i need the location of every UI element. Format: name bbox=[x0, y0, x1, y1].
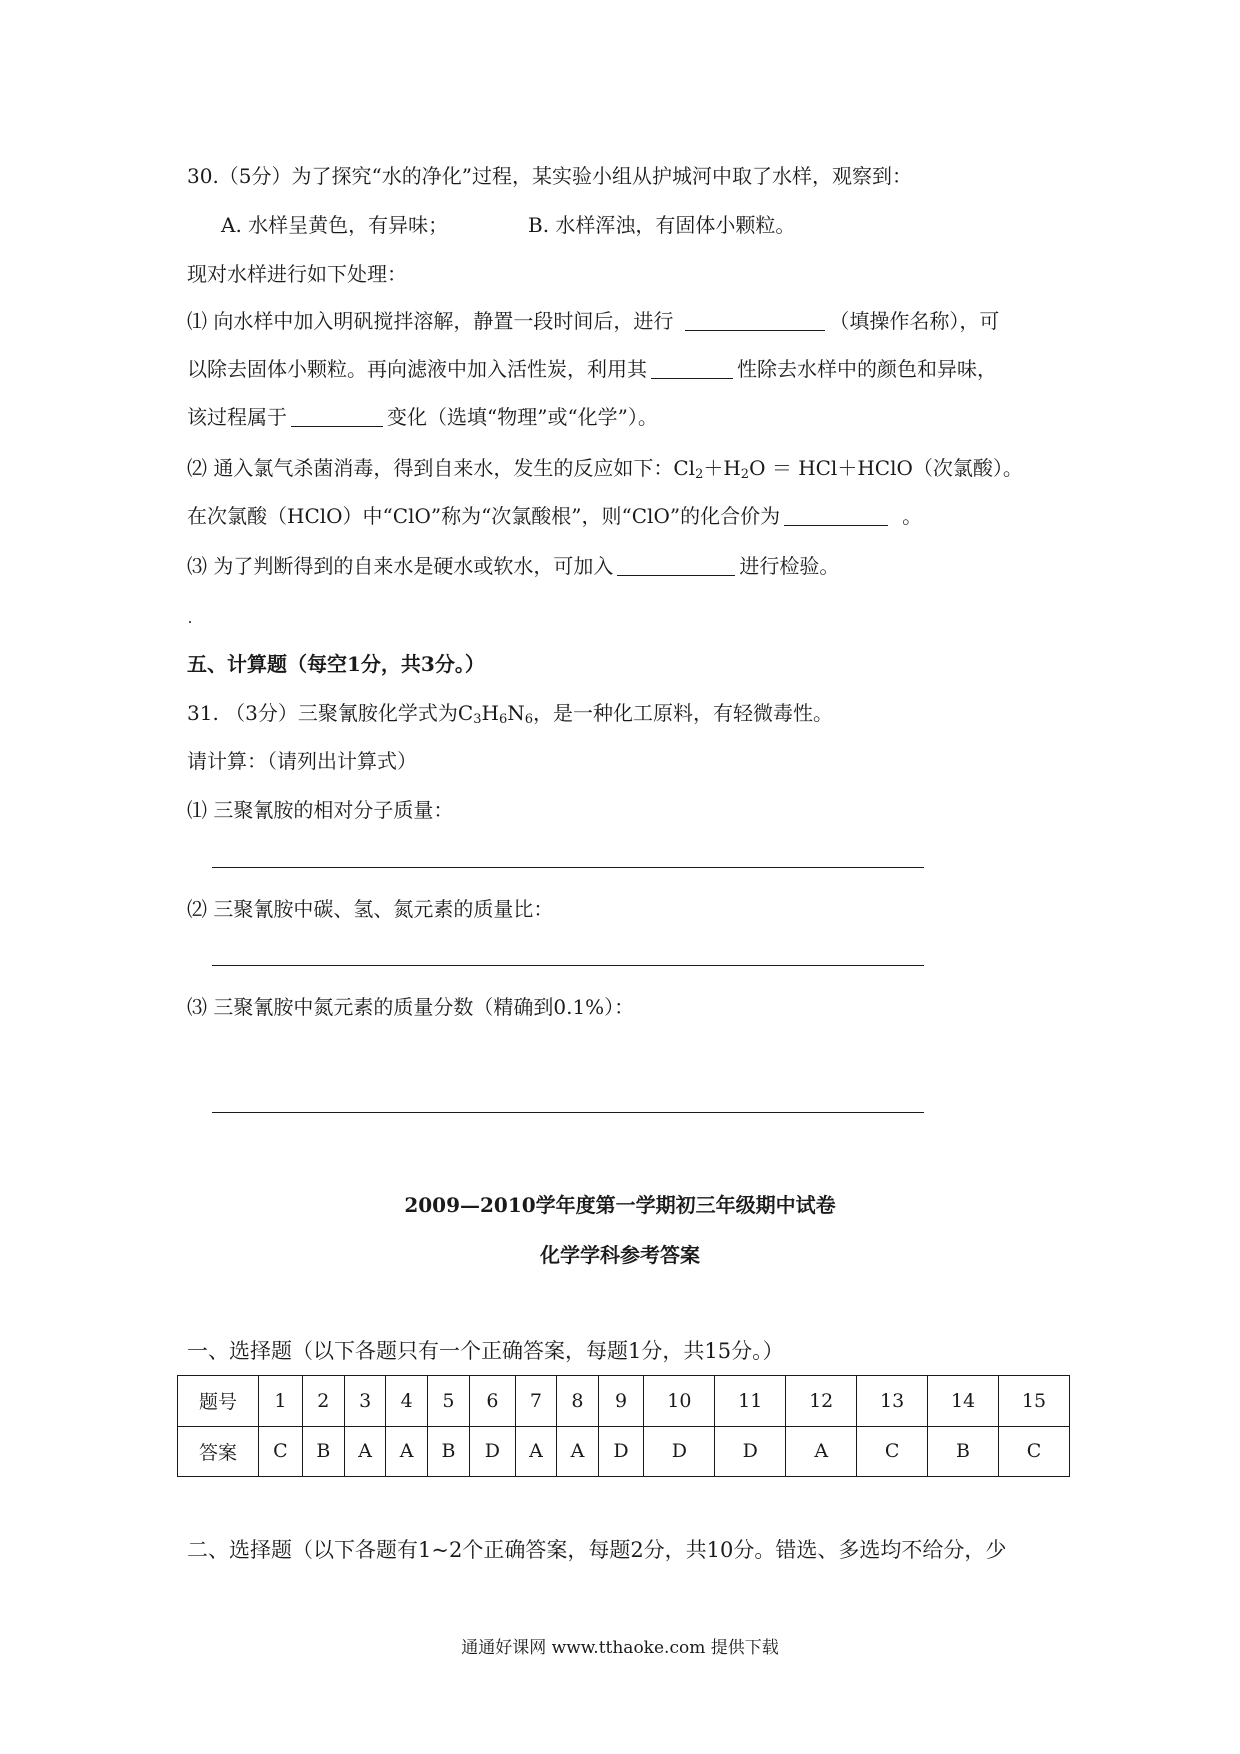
cell-answer: C bbox=[999, 1426, 1070, 1477]
cell-number: 2 bbox=[302, 1376, 344, 1427]
subscript: 6 bbox=[524, 712, 533, 727]
q31-text-a: 31. （3分）三聚氰胺化学式为C bbox=[187, 701, 474, 725]
cell-number: 13 bbox=[857, 1376, 928, 1427]
q31-text-b: H bbox=[481, 701, 499, 725]
subscript: 3 bbox=[473, 712, 482, 727]
answer-line-3 bbox=[212, 1112, 924, 1113]
cell-number: 9 bbox=[598, 1376, 644, 1427]
cell-number: 8 bbox=[557, 1376, 598, 1427]
table-row bbox=[178, 1426, 1070, 1477]
row-label-answer: 答案 bbox=[178, 1426, 259, 1477]
q31-text-d: ，是一种化工原料，有轻微毒性。 bbox=[533, 701, 833, 725]
q30-part1-text-f: 变化（选填“物理”或“化学”）。 bbox=[387, 405, 658, 429]
cell-answer: D bbox=[644, 1426, 715, 1477]
q30-part1-text-d: 性除去水样中的颜色和异味， bbox=[737, 357, 997, 381]
answer-key-table bbox=[177, 1375, 1070, 1477]
cell-answer: C bbox=[259, 1426, 303, 1477]
cell-answer: B bbox=[427, 1426, 469, 1477]
q31-sub3: ⑶ 三聚氰胺中氮元素的质量分数（精确到0.1%）： bbox=[187, 995, 635, 1019]
cell-number: 1 bbox=[259, 1376, 303, 1427]
q31-ask: 请计算：（请列出计算式） bbox=[187, 749, 417, 773]
answers-title: 2009—2010学年度第一学期初三年级期中试卷 bbox=[404, 1193, 836, 1217]
answers-section1-heading: 一、选择题（以下各题只有一个正确答案，每题1分，共15分。） bbox=[187, 1339, 784, 1363]
cell-number: 15 bbox=[999, 1376, 1070, 1427]
q30-title: 30.（5分）为了探究“水的净化”过程，某实验小组从护城河中取了水样，观察到： bbox=[187, 164, 912, 188]
q30-option-a: A. 水样呈黄色，有异味； bbox=[221, 213, 449, 237]
cell-number: 14 bbox=[928, 1376, 999, 1427]
table-row bbox=[178, 1376, 1070, 1427]
q30-part2-line1 bbox=[187, 455, 1023, 488]
answers-section2-heading: 二、选择题（以下各题有1~2个正确答案，每题2分，共10分。错选、多选均不给分，少 bbox=[187, 1538, 1007, 1562]
blank-valence bbox=[784, 505, 888, 526]
cell-answer: D bbox=[715, 1426, 786, 1477]
q30-option-b: B. 水样浑浊，有固体小颗粒。 bbox=[528, 213, 796, 237]
q30-part1-text-c: 以除去固体小颗粒。再向滤液中加入活性炭，利用其 bbox=[187, 357, 647, 381]
cell-answer: A bbox=[786, 1426, 857, 1477]
cell-answer: A bbox=[344, 1426, 385, 1477]
q30-part2-text-d: 在次氯酸（HClO）中“ClO”称为“次氯酸根”，则“ClO”的化合价为 bbox=[187, 504, 781, 528]
q31-sub2: ⑵ 三聚氰胺中碳、氢、氮元素的质量比： bbox=[187, 897, 554, 921]
subscript: 2 bbox=[695, 467, 704, 482]
cell-answer: A bbox=[557, 1426, 598, 1477]
cell-number: 5 bbox=[427, 1376, 469, 1427]
blank-carbon-property bbox=[651, 358, 733, 379]
q30-part2-text-b: ＋H bbox=[703, 456, 741, 480]
answers-subtitle: 化学学科参考答案 bbox=[540, 1243, 700, 1267]
cell-answer: D bbox=[470, 1426, 516, 1477]
cell-number: 12 bbox=[786, 1376, 857, 1427]
section5-heading: 五、计算题（每空1分，共3分。） bbox=[187, 652, 485, 676]
cell-answer: A bbox=[515, 1426, 556, 1477]
subscript: 6 bbox=[498, 712, 508, 727]
q30-part2-text-a: ⑵ 通入氯气杀菌消毒，得到自来水，发生的反应如下：Cl bbox=[187, 456, 696, 480]
answer-line-1 bbox=[212, 867, 924, 868]
cell-answer: B bbox=[302, 1426, 344, 1477]
cell-answer: D bbox=[598, 1426, 644, 1477]
cell-number: 4 bbox=[386, 1376, 427, 1427]
q30-part1-text-e: 该过程属于 bbox=[187, 405, 287, 429]
cell-number: 11 bbox=[715, 1376, 786, 1427]
stray-dot bbox=[189, 621, 191, 623]
cell-number: 3 bbox=[344, 1376, 385, 1427]
q30-part2-text-c: O ＝ HCl＋HClO（次氯酸）。 bbox=[749, 456, 1023, 480]
q31-text-c: N bbox=[507, 701, 525, 725]
answer-line-2 bbox=[212, 965, 924, 966]
q30-intro: 现对水样进行如下处理： bbox=[187, 262, 407, 286]
q30-part3-text-a: ⑶ 为了判断得到的自来水是硬水或软水，可加入 bbox=[187, 554, 614, 578]
q30-part1-line2 bbox=[187, 356, 997, 382]
cell-number: 7 bbox=[515, 1376, 556, 1427]
q31-sub1: ⑴ 三聚氰胺的相对分子质量： bbox=[187, 798, 454, 822]
page-footer: 通通好课网 www.tthaoke.com 提供下载 bbox=[461, 1638, 779, 1658]
blank-reagent bbox=[617, 555, 735, 576]
q30-part1-line1 bbox=[187, 308, 999, 334]
q30-part2-line2 bbox=[187, 503, 922, 529]
q30-part2-text-e: 。 bbox=[902, 504, 923, 528]
q30-part3-text-b: 进行检验。 bbox=[739, 554, 840, 578]
cell-number: 6 bbox=[470, 1376, 516, 1427]
q30-part3-line bbox=[187, 553, 839, 579]
cell-answer: C bbox=[857, 1426, 928, 1477]
row-label-number: 题号 bbox=[178, 1376, 259, 1427]
q30-part1-text-a: ⑴ 向水样中加入明矾搅拌溶解，静置一段时间后，进行 bbox=[187, 309, 674, 333]
cell-answer: B bbox=[928, 1426, 999, 1477]
blank-change-type bbox=[291, 406, 383, 427]
subscript: 2 bbox=[740, 467, 750, 482]
blank-operation-name bbox=[685, 310, 825, 331]
cell-answer: A bbox=[386, 1426, 427, 1477]
q31-title bbox=[187, 700, 833, 733]
cell-number: 10 bbox=[644, 1376, 715, 1427]
q30-part1-line3 bbox=[187, 404, 658, 430]
q30-part1-text-b: （填操作名称），可 bbox=[829, 309, 1000, 333]
